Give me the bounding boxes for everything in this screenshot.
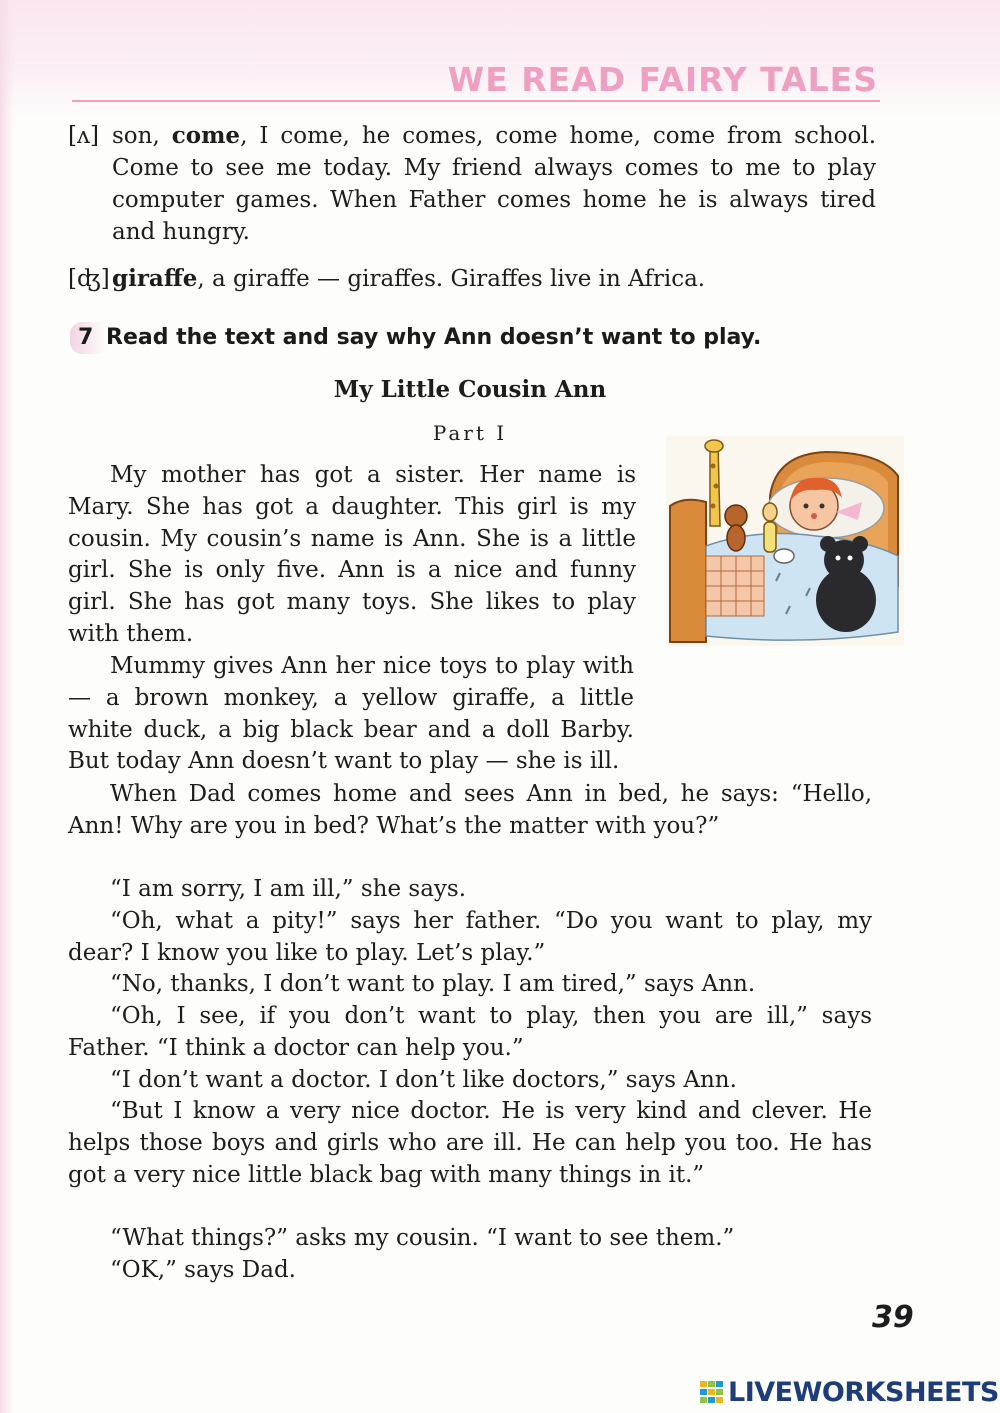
toy-doll-dress [764, 522, 776, 552]
worksheet-grid-icon [700, 1381, 724, 1403]
story-paragraph: “But I know a very nice doctor. He is very kind and clever. He helps those boys and girls who are ill. He can help you too. He has got a very nice little black bag with many things in it.” [68, 1098, 872, 1188]
story-paragraph: Mummy gives Ann her nice toys to play with — a brown monkey, a yellow giraffe, a little white duck, a big black bear and a doll Barby. But today Ann doesn’t want to play — she is ill. [68, 653, 634, 775]
bear-eye [848, 556, 853, 561]
task-text: Read the text and say why Ann doesn’t want to play. [106, 325, 762, 350]
lead-word: son, [112, 123, 160, 149]
phonetic-examples: , I come, he comes, come home, come from school. Come to see me today. My friend always comes to me to play computer games. When Father comes home he is always tired and hungry. [112, 123, 877, 245]
phonetic-block-dzh [68, 263, 876, 295]
toy-monkey [725, 505, 747, 527]
phonetic-examples: , a giraffe — giraffes. Giraffes live in Africa. [197, 266, 706, 292]
phonetic-symbol: [ʌ] [68, 123, 99, 149]
chapter-title: WE READ FAIRY TALES [447, 60, 878, 99]
header-divider [72, 100, 880, 102]
bed-footboard [670, 500, 706, 642]
liveworksheets-logo[interactable] [700, 1376, 999, 1408]
story-paragraph: “Oh, I see, if you don’t want to play, then you are ill,” says Father. “I think a doctor can help you.” [68, 1003, 872, 1061]
toy-bear-ear [820, 536, 836, 552]
girl-eye [804, 504, 809, 509]
bear-eye [836, 556, 841, 561]
story-title: My Little Cousin Ann [333, 376, 607, 403]
story-paragraph: My mother has got a sister. Her name is Mary. She has got a daughter. This girl is my cousin. My cousin’s name is Ann. She is a little girl. She is only five. Ann is a nice and funny girl. She has got many toys. She likes to play with them. [68, 462, 636, 647]
task-instruction [70, 322, 870, 354]
giraffe-spot [714, 484, 719, 489]
story-paragraph: When Dad comes home and sees Ann in bed, he says: “Hello, Ann! Why are you in bed? What’s the matter with you?” [68, 781, 872, 839]
sick-girl-illustration [666, 436, 904, 646]
page-edge-tint [0, 0, 14, 1413]
toy-doll [763, 503, 777, 521]
key-word: giraffe [112, 265, 198, 292]
task-number: 7 [70, 322, 106, 354]
girl-eye [820, 504, 825, 509]
phonetic-block-a [68, 120, 876, 248]
giraffe-spot [711, 504, 716, 509]
story-paragraph: “I don’t want a doctor. I don’t like doctors,” says Ann. [110, 1067, 737, 1093]
story-paragraph: “What things?” asks my cousin. “I want to see them.” [110, 1225, 735, 1251]
story-paragraph: “I am sorry, I am ill,” she says. [110, 876, 467, 902]
toy-duck [774, 549, 794, 563]
page-number: 39 [872, 1300, 914, 1335]
story-paragraph: “Oh, what a pity!” says her father. “Do you want to play, my dear? I know you like to play. Let’s play.” [68, 908, 872, 966]
giraffe-spot [711, 464, 716, 469]
story-part: Part I [432, 421, 508, 445]
key-word: come [171, 122, 241, 149]
toy-giraffe-head [705, 440, 723, 452]
phonetic-symbol: [ʤ] [68, 266, 110, 292]
toy-bear-ear [852, 536, 868, 552]
brand-name: LIVEWORKSHEETS [728, 1376, 999, 1408]
story-paragraph: “No, thanks, I don’t want to play. I am tired,” says Ann. [110, 971, 756, 997]
toy-monkey-body [727, 525, 745, 551]
girl-nose [811, 513, 817, 519]
story-paragraph: “OK,” says Dad. [110, 1257, 296, 1283]
